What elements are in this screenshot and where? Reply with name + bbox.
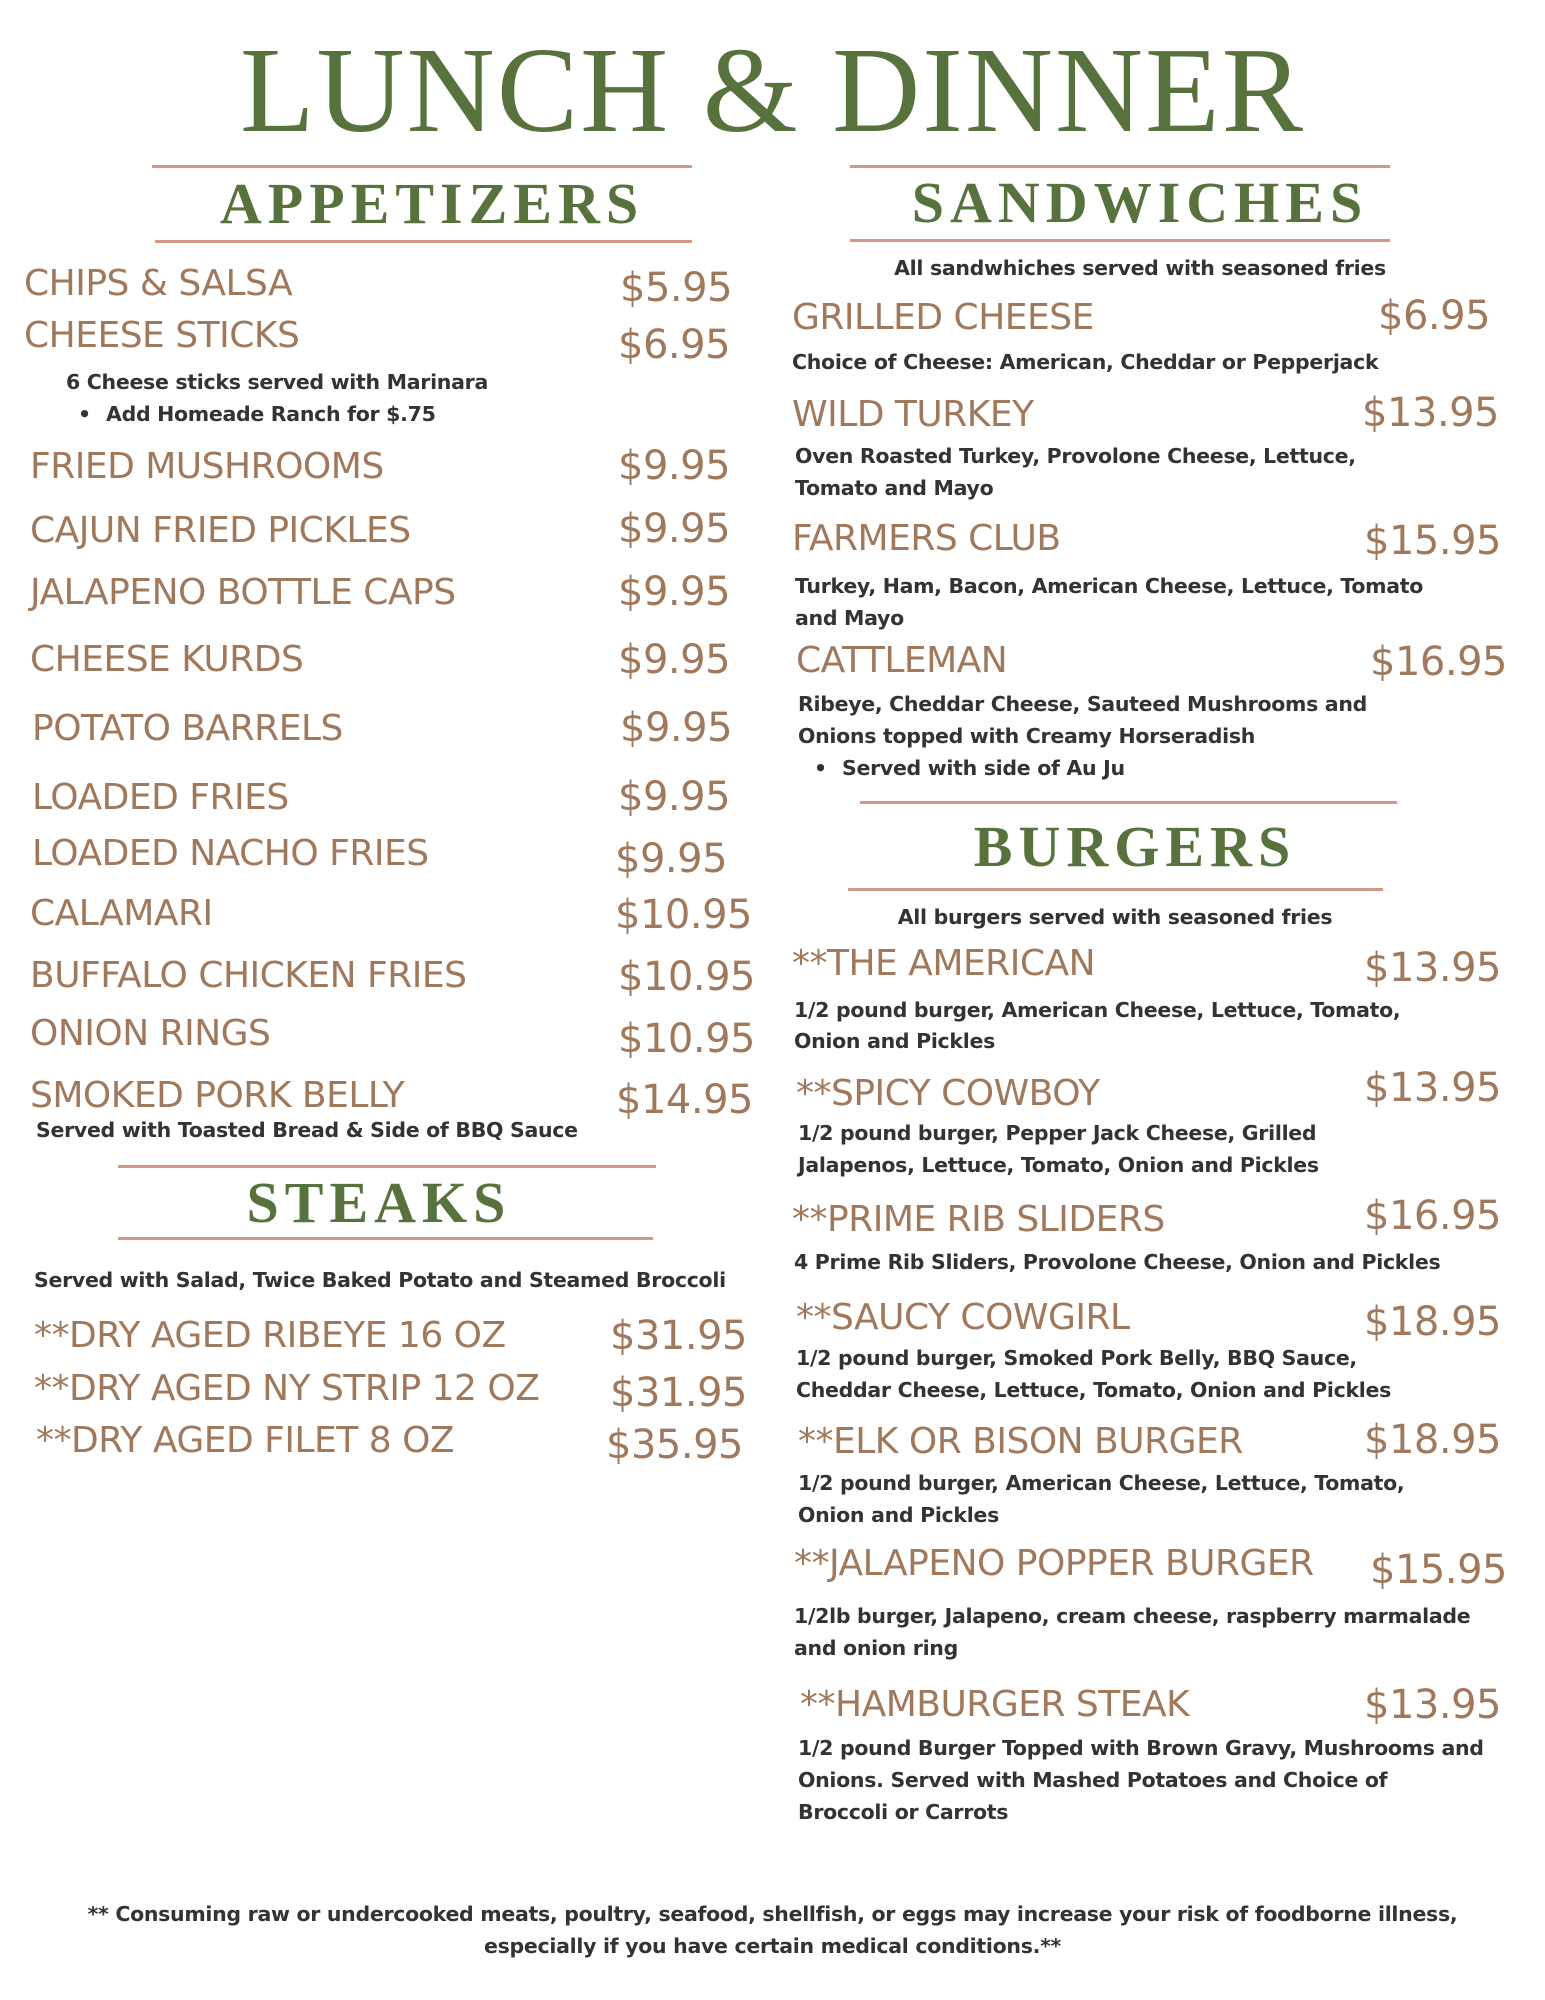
menu-item-name: CATTLEMAN — [796, 640, 1008, 681]
menu-item-name: CHEESE STICKS — [24, 315, 300, 356]
menu-item-price: $13.95 — [1364, 1682, 1501, 1728]
menu-item-note: • Served with side of Au Ju — [842, 752, 1125, 784]
menu-item-description: Onion and Pickles — [794, 1029, 995, 1053]
menu-item-price: $6.95 — [1378, 293, 1491, 339]
menu-item-name: GRILLED CHEESE — [792, 297, 1094, 338]
menu-item-price: $10.95 — [618, 954, 755, 1000]
menu-item-price: $9.95 — [618, 506, 731, 552]
menu-item-description: 1/2 pound burger, American Cheese, Lettuce, Tomato, — [794, 998, 1401, 1022]
menu-item-description: Jalapenos, Lettuce, Tomato, Onion and Pickles — [798, 1153, 1319, 1177]
disclaimer-line: ** Consuming raw or undercooked meats, poultry, seafood, shellfish, or eggs may increase your risk of foodborne illness, — [87, 1902, 1458, 1926]
menu-item-name: LOADED FRIES — [32, 777, 289, 818]
menu-item-name: POTATO BARRELS — [32, 708, 343, 749]
menu-item-description: Ribeye, Cheddar Cheese, Sauteed Mushrooms and — [798, 692, 1368, 716]
menu-item-description: 1/2lb burger, Jalapeno, cream cheese, raspberry marmalade — [794, 1604, 1471, 1628]
menu-item-price: $9.95 — [615, 836, 728, 882]
menu-item-name: CALAMARI — [30, 893, 213, 934]
menu-item-description: and Mayo — [795, 606, 904, 630]
menu-item-price: $14.95 — [616, 1077, 753, 1123]
menu-item-price: $5.95 — [620, 265, 733, 311]
menu-item-description: Oven Roasted Turkey, Provolone Cheese, Lettuce, — [795, 444, 1356, 468]
disclaimer-line: especially if you have certain medical conditions.** — [484, 1934, 1061, 1958]
steaks-heading: STEAKS — [246, 1170, 512, 1235]
menu-item-name: **DRY AGED NY STRIP 12 OZ — [34, 1368, 540, 1409]
sandwiches-heading: SANDWICHES — [911, 170, 1369, 235]
menu-item-name: **DRY AGED FILET 8 OZ — [36, 1420, 455, 1461]
menu-item-name: SMOKED PORK BELLY — [30, 1075, 405, 1116]
menu-item-price: $15.95 — [1370, 1547, 1507, 1593]
menu-item-name: **ELK OR BISON BURGER — [798, 1421, 1243, 1462]
menu-item-price: $9.95 — [618, 443, 731, 489]
divider — [155, 240, 692, 243]
burgers-note: All burgers served with seasoned fries — [897, 905, 1333, 929]
menu-item-price: $9.95 — [618, 637, 731, 683]
menu-item-price: $9.95 — [620, 705, 733, 751]
menu-item-name: **DRY AGED RIBEYE 16 OZ — [34, 1315, 506, 1356]
menu-item-description: 6 Cheese sticks served with Marinara — [66, 370, 488, 394]
menu-item-price: $16.95 — [1364, 1193, 1501, 1239]
menu-item-description: 1/2 pound burger, American Cheese, Lettuce, Tomato, — [798, 1471, 1405, 1495]
menu-item-name: BUFFALO CHICKEN FRIES — [30, 955, 467, 996]
divider — [152, 165, 692, 168]
steaks-note: Served with Salad, Twice Baked Potato and Steamed Broccoli — [34, 1268, 726, 1292]
menu-item-price: $13.95 — [1364, 945, 1501, 991]
menu-item-description: 1/2 pound Burger Topped with Brown Gravy, Mushrooms and — [798, 1736, 1484, 1760]
menu-title: LUNCH & DINNER — [240, 23, 1305, 158]
menu-item-price: $6.95 — [618, 322, 731, 368]
menu-item-price: $31.95 — [610, 1313, 747, 1359]
menu-item-name: **JALAPENO POPPER BURGER — [794, 1543, 1314, 1584]
menu-item-name: JALAPENO BOTTLE CAPS — [30, 572, 456, 613]
menu-item-description: Served with Toasted Bread & Side of BBQ Sauce — [36, 1118, 578, 1142]
menu-item-description: 1/2 pound burger, Smoked Pork Belly, BBQ Sauce, — [796, 1346, 1357, 1370]
menu-item-description: Onion and Pickles — [798, 1503, 999, 1527]
divider — [860, 801, 1397, 804]
menu-item-price: $35.95 — [606, 1422, 743, 1468]
menu-item-description: 4 Prime Rib Sliders, Provolone Cheese, Onion and Pickles — [794, 1250, 1441, 1274]
menu-item-description: Onions. Served with Mashed Potatoes and Choice of — [798, 1768, 1388, 1792]
menu-item-name: CAJUN FRIED PICKLES — [30, 510, 411, 551]
menu-item-price: $31.95 — [610, 1370, 747, 1416]
menu-item-price: $13.95 — [1364, 1065, 1501, 1111]
menu-item-name: **SPICY COWBOY — [796, 1073, 1100, 1114]
menu-item-price: $10.95 — [618, 1016, 755, 1062]
menu-item-price: $16.95 — [1370, 639, 1507, 685]
menu-item-description: Turkey, Ham, Bacon, American Cheese, Lettuce, Tomato — [795, 574, 1424, 598]
menu-item-price: $18.95 — [1364, 1417, 1501, 1463]
menu-item-price: $10.95 — [615, 892, 752, 938]
menu-item-name: CHEESE KURDS — [30, 639, 304, 680]
menu-item-name: LOADED NACHO FRIES — [32, 833, 429, 874]
menu-item-description: and onion ring — [794, 1636, 958, 1660]
divider — [850, 165, 1390, 168]
menu-item-price: $9.95 — [618, 569, 731, 615]
burgers-heading: BURGERS — [973, 814, 1297, 879]
menu-item-price: $13.95 — [1362, 390, 1499, 436]
footer-disclaimer — [0, 1898, 1545, 1962]
menu-item-description: Tomato and Mayo — [795, 476, 994, 500]
sandwiches-note: All sandwhiches served with seasoned fries — [894, 256, 1386, 280]
divider — [848, 888, 1383, 891]
menu-item-description: Cheddar Cheese, Lettuce, Tomato, Onion and Pickles — [796, 1378, 1392, 1402]
menu-item-description: Choice of Cheese: American, Cheddar or Pepperjack — [792, 350, 1379, 374]
menu-item-name: WILD TURKEY — [792, 394, 1034, 435]
menu-item-name: FARMERS CLUB — [792, 518, 1061, 559]
menu-item-name: FRIED MUSHROOMS — [30, 446, 384, 487]
menu-item-description: Onions topped with Creamy Horseradish — [798, 724, 1256, 748]
divider — [118, 1237, 653, 1240]
menu-item-price: $9.95 — [618, 774, 731, 820]
menu-item-name: ONION RINGS — [30, 1013, 271, 1054]
menu-item-name: **THE AMERICAN — [792, 943, 1096, 984]
divider — [118, 1165, 656, 1168]
menu-item-name: **SAUCY COWGIRL — [796, 1297, 1130, 1338]
menu-item-price: $18.95 — [1364, 1299, 1501, 1345]
appetizers-heading: APPETIZERS — [219, 171, 645, 236]
menu-item-note: • Add Homeade Ranch for $.75 — [106, 398, 436, 430]
menu-item-description: Broccoli or Carrots — [798, 1800, 1009, 1824]
menu-item-price: $15.95 — [1364, 518, 1501, 564]
menu-item-name: **HAMBURGER STEAK — [800, 1684, 1190, 1725]
menu-item-name: CHIPS & SALSA — [24, 263, 293, 304]
menu-item-description: 1/2 pound burger, Pepper Jack Cheese, Grilled — [798, 1121, 1317, 1145]
menu-item-name: **PRIME RIB SLIDERS — [792, 1199, 1165, 1240]
divider — [850, 239, 1390, 242]
